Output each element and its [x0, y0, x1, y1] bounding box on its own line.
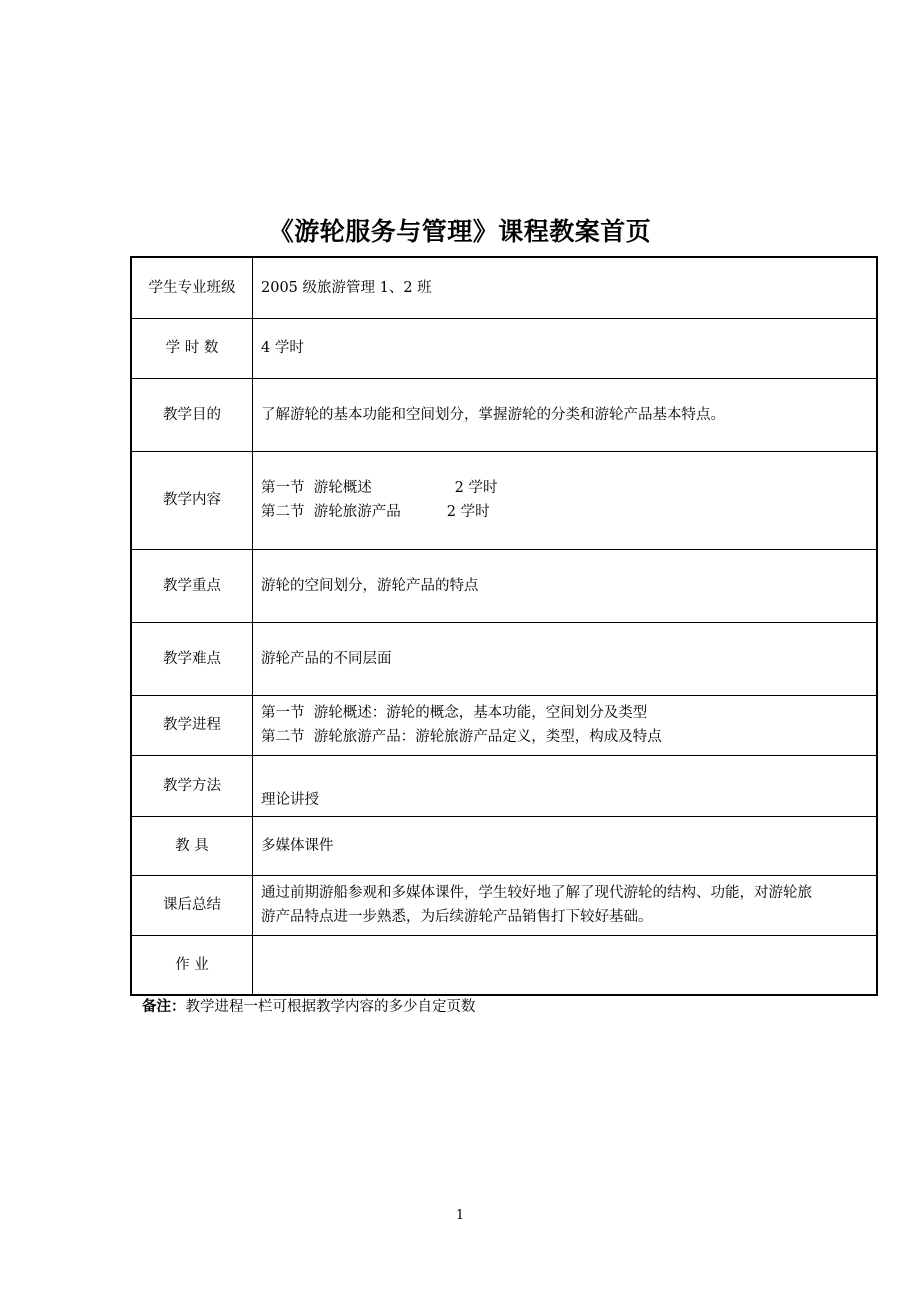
- table-row: [131, 816, 877, 875]
- row-label-hours: 学 时 数: [131, 318, 253, 378]
- row-value-homework: [253, 935, 878, 995]
- lesson-plan-table: [130, 256, 878, 996]
- row-label-process: 教学进程: [131, 695, 253, 755]
- row-label-class: 学生专业班级: [131, 257, 253, 318]
- row-value-content: [253, 451, 878, 549]
- table-row: [131, 622, 877, 695]
- row-label-homework: 作 业: [131, 935, 253, 995]
- document-title: 《游轮服务与管理》课程教案首页: [268, 217, 652, 246]
- cell-line: 理论讲授: [261, 791, 319, 808]
- row-label-tools: 教 具: [131, 816, 253, 875]
- row-value-objective: [253, 378, 878, 451]
- cell-line: 4 学时: [261, 340, 304, 356]
- cell-line: 了解游轮的基本功能和空间划分，掌握游轮的分类和游轮产品基本特点。: [261, 406, 725, 423]
- row-label-difficulties: 教学难点: [131, 622, 253, 695]
- row-value-class: [253, 257, 878, 318]
- cell-line: 第二节 游轮旅游产品 2 学时: [261, 504, 490, 520]
- cell-line: 多媒体课件: [261, 837, 334, 854]
- row-label-summary: 课后总结: [131, 875, 253, 935]
- row-label-objective: 教学目的: [131, 378, 253, 451]
- row-label-method: 教学方法: [131, 755, 253, 816]
- row-value-tools: [253, 816, 878, 875]
- table-row: [131, 257, 877, 318]
- row-value-summary: [253, 875, 878, 935]
- remark-label: 备注：: [142, 999, 186, 1015]
- row-value-difficulties: [253, 622, 878, 695]
- row-value-key-points: [253, 549, 878, 622]
- row-value-hours: [253, 318, 878, 378]
- table-row: [131, 318, 877, 378]
- table-row: [131, 378, 877, 451]
- row-value-method: [253, 755, 878, 816]
- page-number: 1: [455, 1208, 465, 1223]
- cell-line: 第二节 游轮旅游产品：游轮旅游产品定义，类型，构成及特点: [261, 729, 662, 745]
- table-row: [131, 549, 877, 622]
- row-label-key-points: 教学重点: [131, 549, 253, 622]
- remark-note: [142, 996, 476, 1018]
- table-row: [131, 755, 877, 816]
- cell-line: 第一节 游轮概述：游轮的概念，基本功能，空间划分及类型: [261, 705, 648, 721]
- table-row: [131, 875, 877, 935]
- row-label-content: 教学内容: [131, 451, 253, 549]
- table-row: [131, 695, 877, 755]
- remark-text: 教学进程一栏可根据教学内容的多少自定页数: [185, 999, 476, 1015]
- cell-line: 游轮的空间划分，游轮产品的特点: [261, 577, 479, 594]
- cell-line: 2005 级旅游管理 1、2 班: [261, 279, 432, 296]
- cell-line: 游产品特点进一步熟悉，为后续游轮产品销售打下较好基础。: [261, 909, 653, 925]
- row-value-process: [253, 695, 878, 755]
- table-row: [131, 451, 877, 549]
- cell-line: 游轮产品的不同层面: [261, 650, 392, 667]
- cell-line: 第一节 游轮概述 2 学时: [261, 480, 498, 496]
- table-row: [131, 935, 877, 995]
- cell-line: 通过前期游船参观和多媒体课件，学生较好地了解了现代游轮的结构、功能，对游轮旅: [261, 885, 812, 901]
